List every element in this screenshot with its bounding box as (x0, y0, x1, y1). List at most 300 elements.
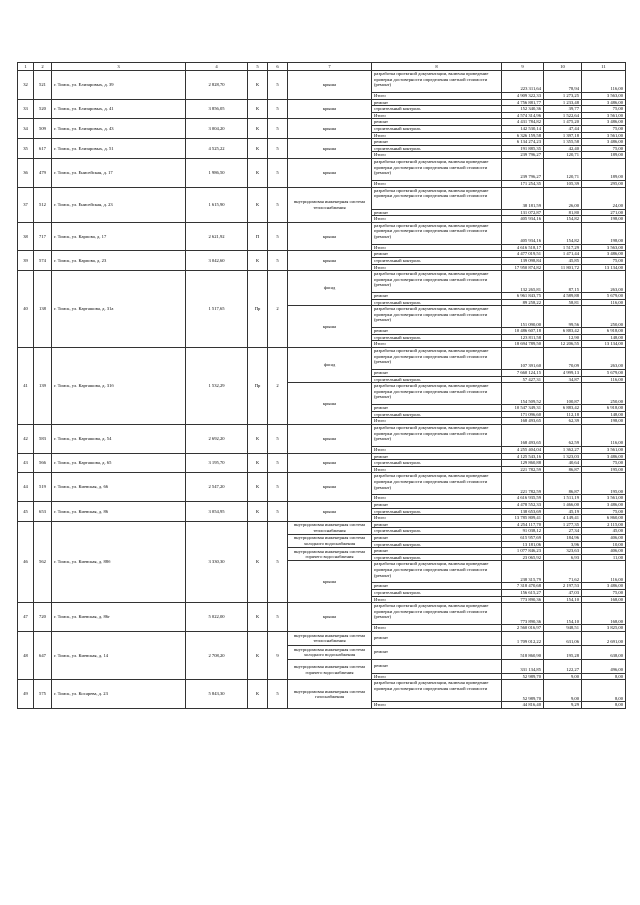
unit-cost-value: 112,18 (544, 411, 582, 418)
work-type: ремонт (372, 583, 502, 590)
unit-cost-value: 1 273,25 (544, 93, 582, 100)
limit-value: 6 860,00 (582, 515, 626, 522)
unit-cost-value: 27,34 (544, 528, 582, 535)
wall-material: К (248, 425, 268, 454)
unit-cost-value: 120,71 (544, 158, 582, 180)
cost-value: 4 756 881,77 (502, 99, 544, 106)
work-type: разработка проектной документации, включая проведение проверки достоверности определения сметной стоимости (ремонт) (372, 348, 502, 370)
wall-material: К (248, 502, 268, 522)
address: г. Томск, ул. Косарева, д. 23 (52, 680, 186, 709)
unit-cost-value: 1 522,64 (544, 112, 582, 119)
cost-value: 123 811,58 (502, 334, 544, 341)
limit-value: 24,00 (582, 187, 626, 209)
cost-value: 1 709 012,22 (502, 631, 544, 645)
limit-value: 10,00 (582, 541, 626, 548)
unit-cost-value: 323,63 (544, 548, 582, 555)
limit-value: 295,00 (582, 180, 626, 187)
cost-value: 10 486 607,18 (502, 328, 544, 335)
unit-cost-value: 6,93 (544, 554, 582, 561)
structural-element: внутридомовая инженерная система горячего водоснабжения (288, 659, 372, 680)
cost-value: 139 098,84 (502, 257, 544, 264)
limit-value: 195,00 (582, 473, 626, 495)
house-id: 717 (34, 222, 52, 251)
table-row (18, 187, 626, 209)
limit-value: 116,00 (582, 425, 626, 447)
cost-value: 10 547 349,31 (502, 405, 544, 412)
work-type: ремонт (372, 139, 502, 146)
house-id: 139 (34, 348, 52, 425)
unit-cost-value: 1 511,19 (544, 495, 582, 502)
table-row (18, 603, 626, 625)
total-area: 3 042,60 (186, 251, 248, 271)
house-id: 520 (34, 99, 52, 119)
wall-material: К (248, 473, 268, 502)
cost-value: 4 478 552,33 (502, 502, 544, 509)
cost-value: 138 653,69 (502, 508, 544, 515)
work-type: строительный контроль (372, 528, 502, 535)
table-row (18, 271, 626, 293)
total-area: 2 692,20 (186, 425, 248, 454)
cost-value: 152 340,36 (502, 106, 544, 113)
work-type: ремонт (372, 405, 502, 412)
table-row (18, 99, 626, 106)
total-area: 3 330,30 (186, 521, 248, 602)
unit-cost-value: 120,71 (544, 152, 582, 159)
work-type: ремонт (372, 251, 502, 258)
total-area: 5 022,00 (186, 603, 248, 632)
work-type: ремонт (372, 548, 502, 555)
limit-value: 3 486,00 (582, 583, 626, 590)
limit-value: 638,00 (582, 645, 626, 659)
limit-value: 3 563,00 (582, 93, 626, 100)
unit-cost-value: 105,39 (544, 180, 582, 187)
house-id: 562 (34, 521, 52, 602)
house-id: 138 (34, 271, 52, 348)
floors: 5 (268, 251, 288, 271)
unit-cost-value: 39,77 (544, 106, 582, 113)
cost-value: 7 318 470,68 (502, 583, 544, 590)
row-number: 44 (18, 473, 34, 502)
limit-value: 198,00 (582, 418, 626, 425)
structural-element: крыша (288, 473, 372, 502)
cost-value: 13 785 809,41 (502, 515, 544, 522)
wall-material: К (248, 680, 268, 709)
wall-material: К (248, 187, 268, 222)
work-type: разработка проектной документации, включая проведение проверки достоверности определения сметной стоимости (ремонт) (372, 71, 502, 93)
cost-value: 405 934,16 (502, 222, 544, 244)
limit-value: 198,00 (582, 222, 626, 244)
cost-value: 6 961 843,75 (502, 293, 544, 300)
unit-cost-value: 154,10 (544, 603, 582, 625)
unit-cost-value: 9,29 (544, 702, 582, 709)
floors: 5 (268, 139, 288, 159)
work-type: строительный контроль (372, 106, 502, 113)
unit-cost-value: 1 362,27 (544, 447, 582, 454)
table-row (18, 425, 626, 447)
table-row (18, 348, 626, 370)
row-number: 38 (18, 222, 34, 251)
limit-value: 168,00 (582, 603, 626, 625)
house-id: 479 (34, 158, 52, 187)
limit-value: 3 561,00 (582, 132, 626, 139)
unit-cost-value: 184,96 (544, 534, 582, 541)
unit-cost-value: 12,90 (544, 334, 582, 341)
cost-value: 238 315,79 (502, 561, 544, 583)
wall-material: К (248, 139, 268, 159)
work-type: Итого (372, 466, 502, 473)
row-number: 34 (18, 119, 34, 139)
address: г. Томск, ул. Киевская, д. 88б (52, 521, 186, 602)
work-type: строительный контроль (372, 145, 502, 152)
floors: 5 (268, 603, 288, 632)
unit-cost-value: 47,44 (544, 125, 582, 132)
work-type: строительный контроль (372, 541, 502, 548)
unit-cost-value: 9,00 (544, 680, 582, 702)
cost-value: 4 574 314,96 (502, 112, 544, 119)
cost-value: 239 796,27 (502, 158, 544, 180)
total-area: 3 856,05 (186, 99, 248, 119)
table-row (18, 453, 626, 460)
structural-element: крыша (288, 383, 372, 425)
cost-value: 239 796,27 (502, 152, 544, 159)
cost-value: 221 782,59 (502, 473, 544, 495)
address: г. Томск, ул. Енисейская, д. 17 (52, 158, 186, 187)
total-area: 5 843,30 (186, 680, 248, 709)
column-number-10: 10 (544, 63, 582, 71)
limit-value: 5 679,00 (582, 293, 626, 300)
work-type: строительный контроль (372, 334, 502, 341)
address: г. Томск, ул. Енисейская, д. 23 (52, 187, 186, 222)
row-number: 39 (18, 251, 34, 271)
cost-value: 107 391,60 (502, 348, 544, 370)
limit-value: 189,00 (582, 152, 626, 159)
work-type: ремонт (372, 453, 502, 460)
work-type: ремонт (372, 293, 502, 300)
column-number-2: 2 (34, 63, 52, 71)
work-type: Итого (372, 93, 502, 100)
wall-material: Пр (248, 348, 268, 425)
cost-value: 221 782,59 (502, 466, 544, 473)
work-type: разработка проектной документации, включая проведение проверки достоверности определения сметной стоимости (372, 680, 502, 702)
work-type: Итого (372, 447, 502, 454)
total-area: 3 054,95 (186, 502, 248, 522)
cost-value: 4 254 117,70 (502, 521, 544, 528)
work-type: строительный контроль (372, 554, 502, 561)
cost-value: 89 258,22 (502, 299, 544, 306)
header-row (18, 63, 626, 71)
house-id: 720 (34, 603, 52, 632)
unit-cost-value: 4 149,41 (544, 515, 582, 522)
unit-cost-value: 122,27 (544, 659, 582, 673)
cost-value: 4 616 935,59 (502, 495, 544, 502)
wall-material: К (248, 251, 268, 271)
work-type: строительный контроль (372, 508, 502, 515)
limit-value: 8,00 (582, 702, 626, 709)
unit-cost-value: 40,64 (544, 460, 582, 467)
limit-value: 263,00 (582, 348, 626, 370)
column-number-9: 9 (502, 63, 544, 71)
floors: 5 (268, 680, 288, 709)
floors: 5 (268, 425, 288, 454)
structural-element: крыша (288, 603, 372, 632)
unit-cost-value: 11 801,72 (544, 264, 582, 271)
cost-value: 773 890,36 (502, 596, 544, 603)
work-type: разработка проектной документации, включая проведение проверки достоверности определения сметной стоимости (ремонт) (372, 473, 502, 495)
limit-value: 3 561,00 (582, 112, 626, 119)
structural-element: внутридомовая инженерная система теплоснабжения (288, 631, 372, 645)
row-number: 43 (18, 453, 34, 473)
cost-value: 6 134 274,23 (502, 139, 544, 146)
floors: 5 (268, 453, 288, 473)
house-id: 647 (34, 631, 52, 680)
work-type: Итого (372, 625, 502, 632)
table-row (18, 222, 626, 244)
limit-value: 3 561,00 (582, 495, 626, 502)
unit-cost-value: 3,96 (544, 541, 582, 548)
total-area: 1 986,50 (186, 158, 248, 187)
limit-value: 13 134,00 (582, 264, 626, 271)
limit-value: 3 563,00 (582, 244, 626, 251)
work-type: ремонт (372, 534, 502, 541)
unit-cost-value: 62,59 (544, 425, 582, 447)
row-number: 36 (18, 158, 34, 187)
limit-value: 271,00 (582, 209, 626, 216)
address: г. Томск, ул. Киевская, д. 14 (52, 631, 186, 680)
total-area: 2 547,20 (186, 473, 248, 502)
house-id: 574 (34, 251, 52, 271)
floors: 5 (268, 473, 288, 502)
wall-material: П (248, 222, 268, 251)
limit-value: 3 486,00 (582, 119, 626, 126)
structural-element: внутридомовая инженерная система холодного водоснабжения (288, 645, 372, 659)
floors: 5 (268, 71, 288, 100)
limit-value: 45,00 (582, 528, 626, 535)
work-type: разработка проектной документации, включая проведение проверки достоверности определения сметной стоимости (ремонт) (372, 158, 502, 180)
wall-material: К (248, 521, 268, 602)
cost-value: 44 816,40 (502, 702, 544, 709)
unit-cost-value: 1 355,58 (544, 139, 582, 146)
unit-cost-value: 948,51 (544, 625, 582, 632)
unit-cost-value: 154,82 (544, 222, 582, 244)
total-area: 2 828,70 (186, 71, 248, 100)
work-type: строительный контроль (372, 589, 502, 596)
structural-element: крыша (288, 561, 372, 603)
cost-value: 4 477 019,51 (502, 251, 544, 258)
total-area: 1 615,90 (186, 187, 248, 222)
work-type: ремонт (372, 521, 502, 528)
house-id: 519 (34, 473, 52, 502)
limit-value: 6 918,00 (582, 405, 626, 412)
work-type: Итого (372, 702, 502, 709)
table-row (18, 251, 626, 258)
column-number-5: 5 (248, 63, 268, 71)
address: г. Томск, ул. Карташова, д. 65 (52, 453, 186, 473)
unit-cost-value: 1 466,00 (544, 502, 582, 509)
structural-element: внутридомовая инженерная система газоснабжения (288, 680, 372, 709)
unit-cost-value: 1 517,29 (544, 244, 582, 251)
limit-value: 3 486,00 (582, 99, 626, 106)
cost-value: 18 694 789,50 (502, 341, 544, 348)
unit-cost-value: 1 471,44 (544, 251, 582, 258)
floors: 5 (268, 187, 288, 222)
cost-value: 223 311,64 (502, 71, 544, 93)
cost-value: 13 181,06 (502, 541, 544, 548)
row-number: 48 (18, 631, 34, 680)
column-number-3: 3 (52, 63, 186, 71)
structural-element: внутридомовая инженерная система горячего водоснабжения (288, 548, 372, 561)
limit-value: 75,00 (582, 508, 626, 515)
wall-material: К (248, 158, 268, 187)
unit-cost-value: 6 883,42 (544, 328, 582, 335)
total-area: 3 195,70 (186, 453, 248, 473)
structural-element: крыша (288, 251, 372, 271)
limit-value: 75,00 (582, 589, 626, 596)
unit-cost-value: 1 397,18 (544, 132, 582, 139)
structural-element: крыша (288, 306, 372, 348)
work-type: ремонт (372, 119, 502, 126)
work-type: строительный контроль (372, 411, 502, 418)
cost-value: 615 957,69 (502, 534, 544, 541)
limit-value: 116,00 (582, 376, 626, 383)
floors: 5 (268, 119, 288, 139)
limit-value: 250,00 (582, 306, 626, 328)
cost-value: 4 125 543,16 (502, 453, 544, 460)
floors: 5 (268, 222, 288, 251)
address: г. Томск, ул. Елизаровых, д. 41 (52, 99, 186, 119)
work-type: разработка проектной документации, включая проведение проверки достоверности определения сметной стоимости (ремонт) (372, 603, 502, 625)
column-number-8: 8 (372, 63, 502, 71)
wall-material: К (248, 99, 268, 119)
limit-value: 75,00 (582, 125, 626, 132)
column-number-1: 1 (18, 63, 34, 71)
cost-value: 331 134,85 (502, 659, 544, 673)
address: г. Томск, ул. Елизаровых, д. 43 (52, 119, 186, 139)
unit-cost-value: 42,40 (544, 145, 582, 152)
structural-element: крыша (288, 158, 372, 187)
column-number-6: 6 (268, 63, 288, 71)
work-type: Итого (372, 112, 502, 119)
column-number-11: 11 (582, 63, 626, 71)
cost-value: 168 493,65 (502, 425, 544, 447)
work-type: Итого (372, 152, 502, 159)
unit-cost-value: 1 475,20 (544, 119, 582, 126)
work-type: разработка проектной документации, включая проведение проверки достоверности определения сметной стоимости (ремонт) (372, 306, 502, 328)
cost-value: 4 255 404,04 (502, 447, 544, 454)
total-area: 1 517,65 (186, 271, 248, 348)
cost-value: 23 065,92 (502, 554, 544, 561)
unit-cost-value: 154,82 (544, 216, 582, 223)
cost-value: 4 431 784,82 (502, 119, 544, 126)
row-number: 42 (18, 425, 34, 454)
limit-value: 5 679,00 (582, 370, 626, 377)
unit-cost-value: 87,15 (544, 271, 582, 293)
limit-value: 3 486,00 (582, 251, 626, 258)
table-row (18, 139, 626, 146)
unit-cost-value: 26,00 (544, 187, 582, 209)
cost-value: 7 660 124,15 (502, 370, 544, 377)
unit-cost-value: 86,87 (544, 466, 582, 473)
work-type: Итого (372, 418, 502, 425)
cost-value: 154 509,52 (502, 383, 544, 405)
limit-value: 116,00 (582, 299, 626, 306)
structural-element: крыша (288, 71, 372, 100)
cost-value: 142 530,14 (502, 125, 544, 132)
floors: 9 (268, 631, 288, 680)
structural-element: крыша (288, 453, 372, 473)
total-area: 2 621,92 (186, 222, 248, 251)
cost-value: 17 950 874,82 (502, 264, 544, 271)
unit-cost-value: 9,00 (544, 673, 582, 680)
limit-value: 148,00 (582, 411, 626, 418)
cost-value: 132 265,81 (502, 271, 544, 293)
house-id: 521 (34, 71, 52, 100)
limit-value: 13 134,00 (582, 341, 626, 348)
unit-cost-value: 4 589,88 (544, 293, 582, 300)
cost-value: 171 096,60 (502, 411, 544, 418)
unit-cost-value: 45,85 (544, 257, 582, 264)
cost-value: 129 860,88 (502, 460, 544, 467)
house-id: 575 (34, 680, 52, 709)
cost-value: 1 077 846,23 (502, 548, 544, 555)
unit-cost-value: 4 999,13 (544, 370, 582, 377)
total-area: 1 532,29 (186, 348, 248, 425)
work-type: Итого (372, 341, 502, 348)
row-number: 46 (18, 521, 34, 602)
work-type: ремонт (372, 209, 502, 216)
limit-value: 8,00 (582, 673, 626, 680)
unit-cost-value: 71,62 (544, 561, 582, 583)
unit-cost-value: 1 323,03 (544, 453, 582, 460)
house-id: 512 (34, 187, 52, 222)
work-type: разработка проектной документации, включая проведение проверки достоверности определения сметной стоимости (372, 187, 502, 209)
work-type: ремонт (372, 659, 502, 673)
work-type: ремонт (372, 328, 502, 335)
work-type: строительный контроль (372, 460, 502, 467)
structural-element: внутридомовая инженерная система теплоснабжения (288, 521, 372, 534)
work-type: разработка проектной документации, включая проведение проверки достоверности определения сметной стоимости (ремонт) (372, 425, 502, 447)
cost-value: 773 890,36 (502, 603, 544, 625)
work-type: Итого (372, 264, 502, 271)
floors: 5 (268, 502, 288, 522)
table-row (18, 71, 626, 93)
address: г. Томск, ул. Киевская, д. 86 (52, 502, 186, 522)
floors: 5 (268, 99, 288, 119)
house-id: 566 (34, 453, 52, 473)
work-type: ремонт (372, 631, 502, 645)
floors: 5 (268, 158, 288, 187)
cost-value: 405 934,16 (502, 216, 544, 223)
row-number: 41 (18, 348, 34, 425)
structural-element: фасад (288, 271, 372, 306)
cost-value: 52 989,70 (502, 680, 544, 702)
limit-value: 6 918,00 (582, 328, 626, 335)
work-type: ремонт (372, 502, 502, 509)
wall-material: К (248, 603, 268, 632)
address: г. Томск, ул. Карташова, д. 54 (52, 425, 186, 454)
limit-value: 189,00 (582, 158, 626, 180)
limit-value: 3 561,00 (582, 447, 626, 454)
limit-value: 3 486,00 (582, 139, 626, 146)
address: г. Томск, ул. Карташова, д. 31а (52, 271, 186, 348)
limit-value: 3 486,00 (582, 453, 626, 460)
limit-value: 198,00 (582, 216, 626, 223)
cost-value: 4 616 518,17 (502, 244, 544, 251)
cost-value: 191 885,35 (502, 145, 544, 152)
cost-value: 52 989,70 (502, 673, 544, 680)
unit-cost-value: 78,94 (544, 71, 582, 93)
column-number-7: 7 (288, 63, 372, 71)
address: г. Томск, ул. Киевская, д. 66 (52, 473, 186, 502)
